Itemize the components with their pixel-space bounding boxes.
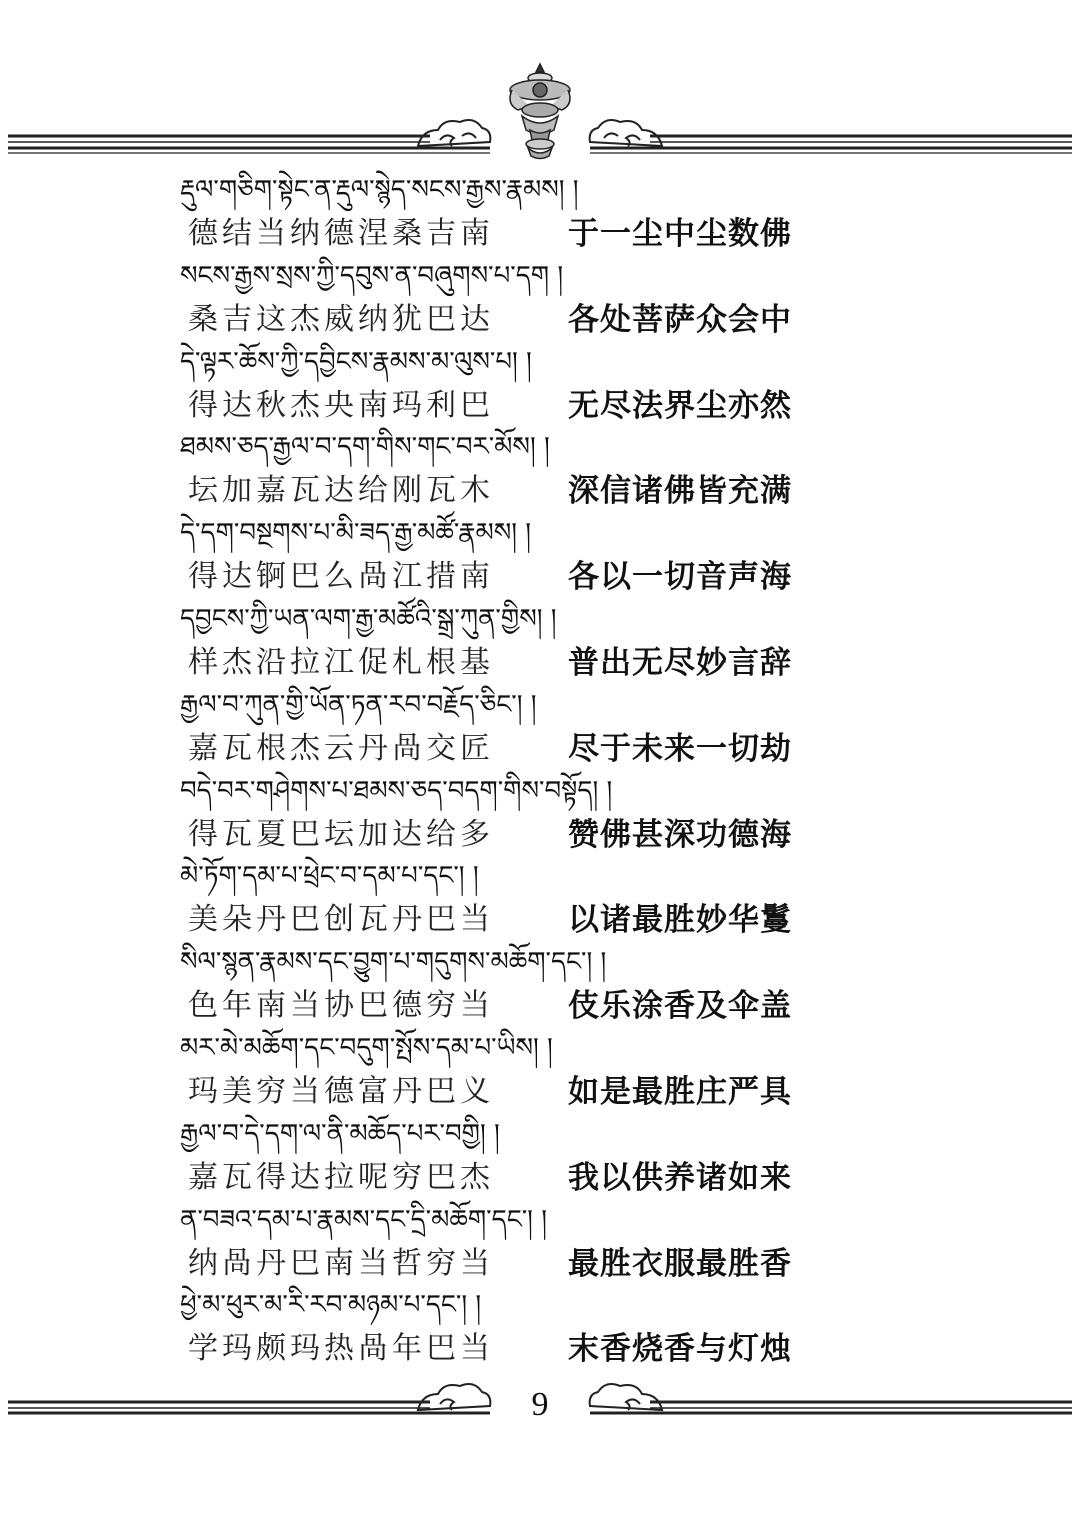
tibetan-line: རྒྱལ་བ་དེ་དག་ལ་ནི་མཆོད་པར་བགྱི། ། [180,1118,500,1149]
cloud-scroll-right-icon [590,1384,662,1410]
translation-line: 普出无尽妙言辞 [568,644,792,681]
transliteration-line: 坛加嘉瓦达给刚瓦木 [188,473,494,509]
transliteration-line: 得瓦夏巴坛加达给多 [188,816,494,852]
dharma-wheel-emblem-icon [510,64,570,159]
tibetan-line: རྒྱལ་བ་ཀུན་གྱི་ཡོན་ཏན་རབ་བརྗོད་ཅིང་། ། [180,689,537,720]
verse-item [180,1026,820,1112]
translation-line: 深信诸佛皆充满 [568,473,792,510]
tibetan-line: མར་མེ་མཆོག་དང་བདུག་སྤོས་དམ་པ་ཡིས། ། [180,1032,553,1063]
tibetan-line: དབྱངས་ཀྱི་ཡན་ལག་རྒྱ་མཚོའི་སྒྲ་ཀུན་གྱིས། ། [180,603,557,634]
transliteration-line: 桑吉这杰威纳犹巴达 [188,301,494,337]
translation-line: 我以供养诸如来 [568,1159,792,1196]
verse-list [180,168,820,1369]
tibetan-line: དེ་ལྟར་ཆོས་ཀྱི་དབྱིངས་རྣམས་མ་ལུས་པ། ། [180,346,532,377]
transliteration-line: 学玛颇玛热咼年巴当 [188,1331,494,1367]
tibetan-line: ཕྱེ་མ་ཕུར་མ་རི་རབ་མཉམ་པ་དང་། ། [180,1290,482,1321]
transliteration-line: 嘉瓦得达拉呢穷巴杰 [188,1159,494,1195]
tibetan-line: མེ་ཏོག་དམ་པ་ཕྲེང་བ་དམ་པ་དང་། ། [180,861,479,892]
verse-item [180,340,820,426]
tibetan-line: ཐམས་ཅད་རྒྱལ་བ་དག་གིས་གང་བར་མོས། ། [180,432,550,463]
transliteration-line: 德结当纳德涅桑吉南 [188,216,494,251]
translation-line: 各以一切音声海 [568,559,792,596]
transliteration-line: 纳咼丹巴南当哲穷当 [188,1245,494,1281]
translation-line: 末香烧香与灯烛 [568,1331,792,1368]
verse-item [180,425,820,511]
tibetan-line: སིལ་སྙན་རྣམས་དང་བྱུག་པ་གདུགས་མཆོག་དང་། ། [180,947,607,978]
verse-item [180,769,820,855]
transliteration-line: 得达锕巴么咼江措南 [188,559,494,595]
transliteration-line: 玛美穷当德富丹巴义 [188,1073,494,1109]
verse-item [180,254,820,340]
verse-item [180,854,820,940]
transliteration-line: 得达秋杰央南玛利巴 [188,387,494,423]
tibetan-line: དེ་དག་བསྔགས་པ་མི་ཟད་རྒྱ་མཚོ་རྣམས། ། [180,518,532,549]
cloud-scroll-left-icon [418,1384,490,1410]
translation-line: 尽于未来一切劫 [568,730,792,767]
translation-line: 于一尘中尘数佛 [568,216,792,252]
translation-line: 无尽法界尘亦然 [568,387,792,424]
page-number: 9 [531,1386,549,1423]
translation-line: 各处菩萨众会中 [568,301,792,338]
transliteration-line: 嘉瓦根杰云丹咼交匠 [188,730,494,766]
header-ornament [0,60,1080,170]
verse-item [180,1283,820,1369]
tibetan-line: རྡུལ་གཅིག་སྟེང་ན་རྡུལ་སྙེད་སངས་རྒྱས་རྣམས། ། [180,175,579,205]
transliteration-line: 样杰沿拉江促札根基 [188,644,494,680]
verse-item [180,683,820,769]
transliteration-line: 美朵丹巴创瓦丹巴当 [188,902,494,938]
translation-line: 如是最胜庄严具 [568,1073,792,1110]
translation-line: 最胜衣服最胜香 [568,1245,792,1282]
verse-item [180,511,820,597]
tibetan-line: བདེ་བར་གཤེགས་པ་ཐམས་ཅད་བདག་གིས་བསྟོད། ། [180,775,613,806]
tibetan-line: སངས་རྒྱས་སྲས་ཀྱི་དབུས་ན་བཞུགས་པ་དག ། [180,260,564,291]
translation-line: 以诸最胜妙华鬘 [568,902,792,939]
verse-item [180,1198,820,1284]
verse-item [180,940,820,1026]
verse-item [180,168,820,254]
transliteration-line: 色年南当协巴德穷当 [188,988,494,1024]
translation-line: 赞佛甚深功德海 [568,816,792,853]
verse-item [180,597,820,683]
verse-item [180,1112,820,1198]
tibetan-line: ན་བཟའ་དམ་པ་རྣམས་དང་དྲི་མཆོག་དང་། ། [180,1204,547,1235]
translation-line: 伎乐涂香及伞盖 [568,988,792,1025]
